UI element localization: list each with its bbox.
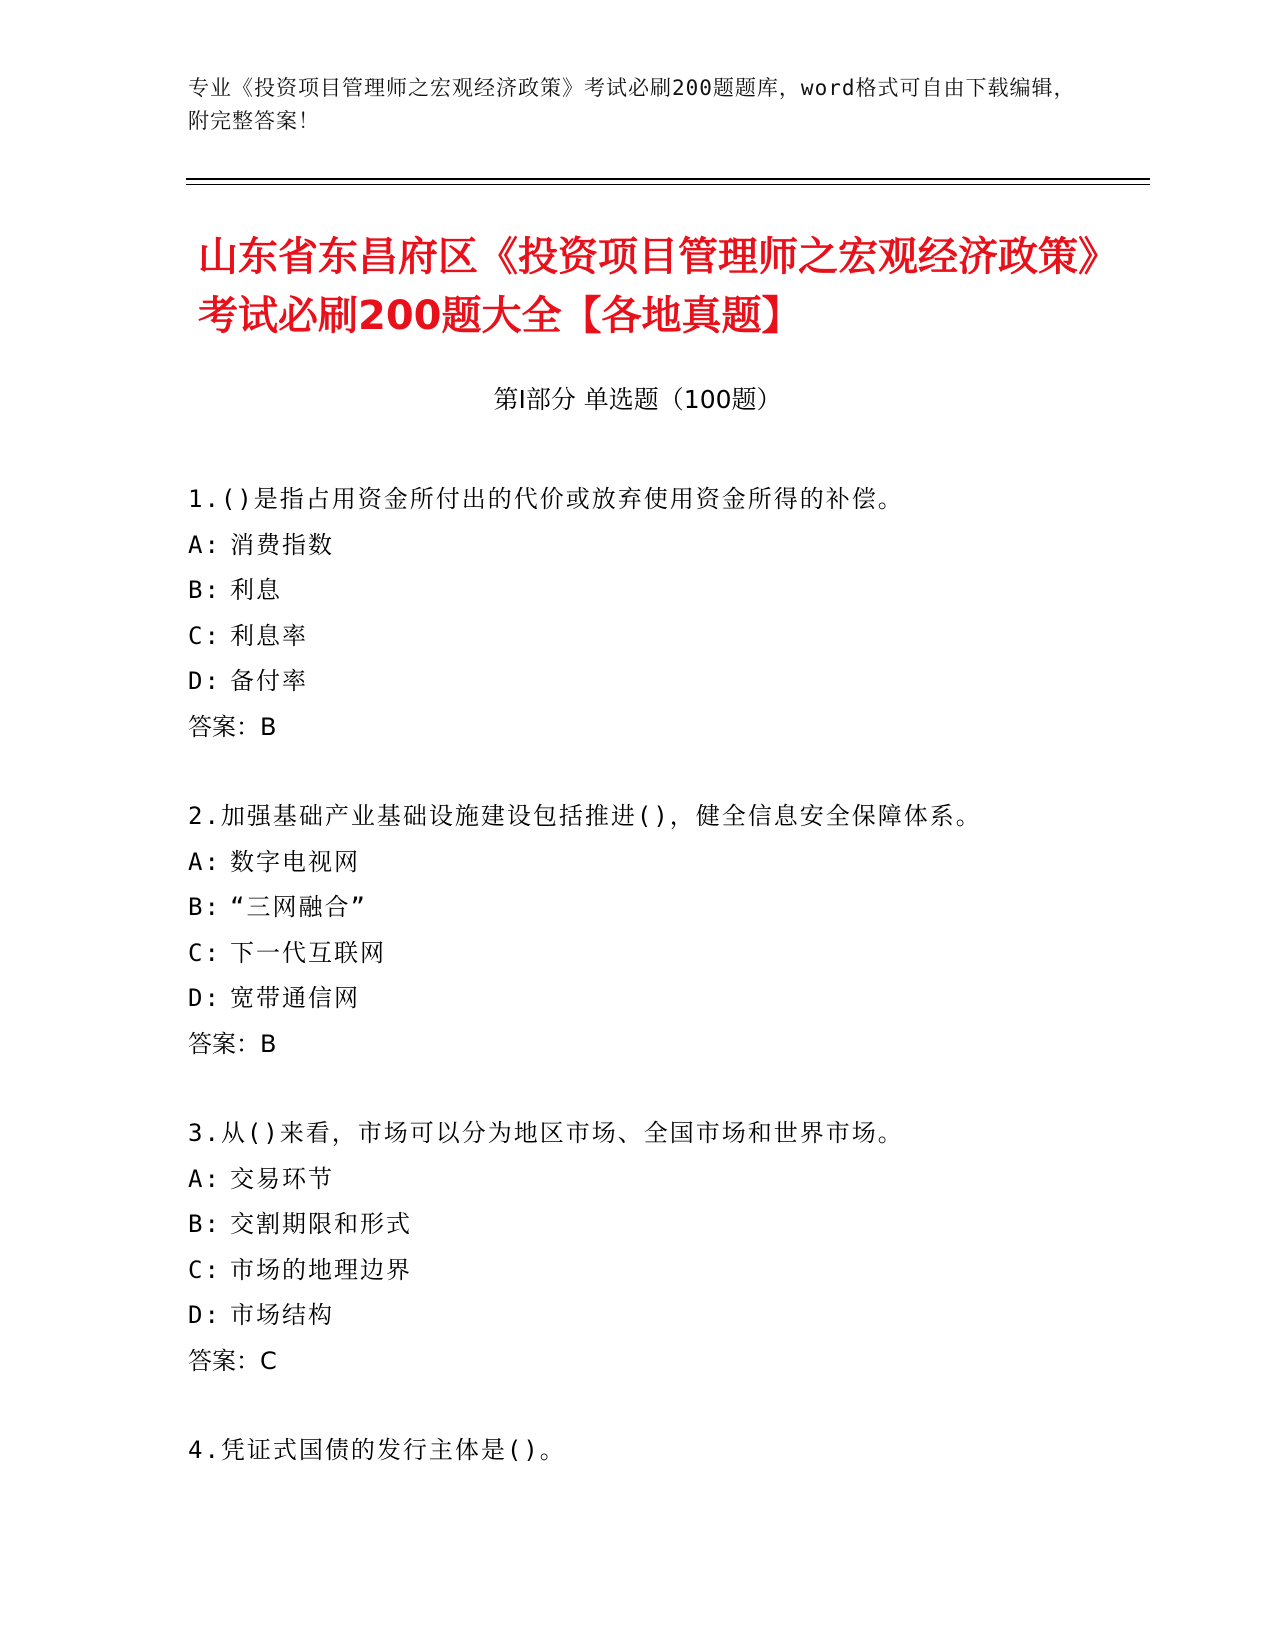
option-a: [188, 523, 1148, 569]
option-text: 交易环节: [230, 1164, 334, 1193]
option-letter: C:: [188, 621, 221, 650]
option-text: 消费指数: [230, 530, 334, 559]
option-d: [188, 659, 1148, 705]
option-letter: B:: [188, 893, 221, 921]
option-text: 下一代互联网: [230, 938, 386, 967]
answer-label: 答案：: [188, 1029, 260, 1058]
answer-line: [188, 705, 1148, 751]
question-1: [188, 477, 1148, 750]
option-text: 宽带通信网: [230, 984, 360, 1012]
option-text: 利息: [230, 576, 282, 604]
option-d: [188, 976, 1148, 1022]
answer-line: [188, 1339, 1148, 1385]
question-stem: 3.从()来看，市场可以分为地区市场、全国市场和世界市场。: [188, 1119, 904, 1147]
option-letter: D:: [188, 1301, 221, 1329]
question-4: [188, 1428, 1148, 1474]
option-letter: B:: [188, 1210, 221, 1238]
question-2: [188, 794, 1148, 1067]
option-c: [188, 614, 1148, 660]
answer-line: [188, 1022, 1148, 1068]
answer-label: 答案：: [188, 712, 260, 741]
option-text: 市场的地理边界: [230, 1255, 412, 1284]
option-letter: D:: [188, 667, 221, 695]
option-text: 数字电视网: [230, 847, 360, 876]
header-rule-thick: [186, 178, 1150, 180]
option-text: 利息率: [230, 621, 308, 650]
option-text: 市场结构: [230, 1301, 334, 1329]
option-letter: C:: [188, 1255, 221, 1284]
option-b: [188, 568, 1148, 614]
answer-value: B: [260, 1029, 277, 1058]
answer-label: 答案：: [188, 1346, 260, 1375]
option-letter: A:: [188, 530, 221, 559]
option-letter: B:: [188, 576, 221, 604]
option-text: “三网融合”: [230, 893, 367, 921]
option-d: [188, 1293, 1148, 1339]
option-text: 备付率: [230, 667, 308, 695]
question-3: [188, 1111, 1148, 1384]
question-stem: 2.加强基础产业基础设施建设包括推进()，健全信息安全保障体系。: [188, 802, 982, 830]
header-rule-thin: [186, 184, 1150, 185]
question-stem: 4.凭证式国债的发行主体是()。: [188, 1436, 566, 1464]
option-text: 交割期限和形式: [230, 1210, 412, 1238]
option-c: [188, 1248, 1148, 1294]
option-letter: D:: [188, 984, 221, 1012]
option-b: [188, 885, 1148, 931]
option-a: [188, 1157, 1148, 1203]
answer-value: C: [260, 1346, 277, 1375]
option-letter: A:: [188, 1164, 221, 1193]
option-letter: A:: [188, 847, 221, 876]
section-heading: 第I部分 单选题（100题）: [493, 385, 782, 414]
header-note: 专业《投资项目管理师之宏观经济政策》考试必刷200题题库，word格式可自由下载编辑，附完整答案！: [188, 76, 1076, 133]
option-letter: C:: [188, 938, 221, 967]
question-stem: 1.()是指占用资金所付出的代价或放弃使用资金所得的补偿。: [188, 485, 904, 513]
answer-value: B: [260, 712, 277, 741]
option-c: [188, 931, 1148, 977]
question-list: [188, 477, 1148, 1518]
document-title: 山东省东昌府区《投资项目管理师之宏观经济政策》考试必刷200题大全【各地真题】: [198, 234, 1098, 339]
option-b: [188, 1202, 1148, 1248]
option-a: [188, 840, 1148, 886]
